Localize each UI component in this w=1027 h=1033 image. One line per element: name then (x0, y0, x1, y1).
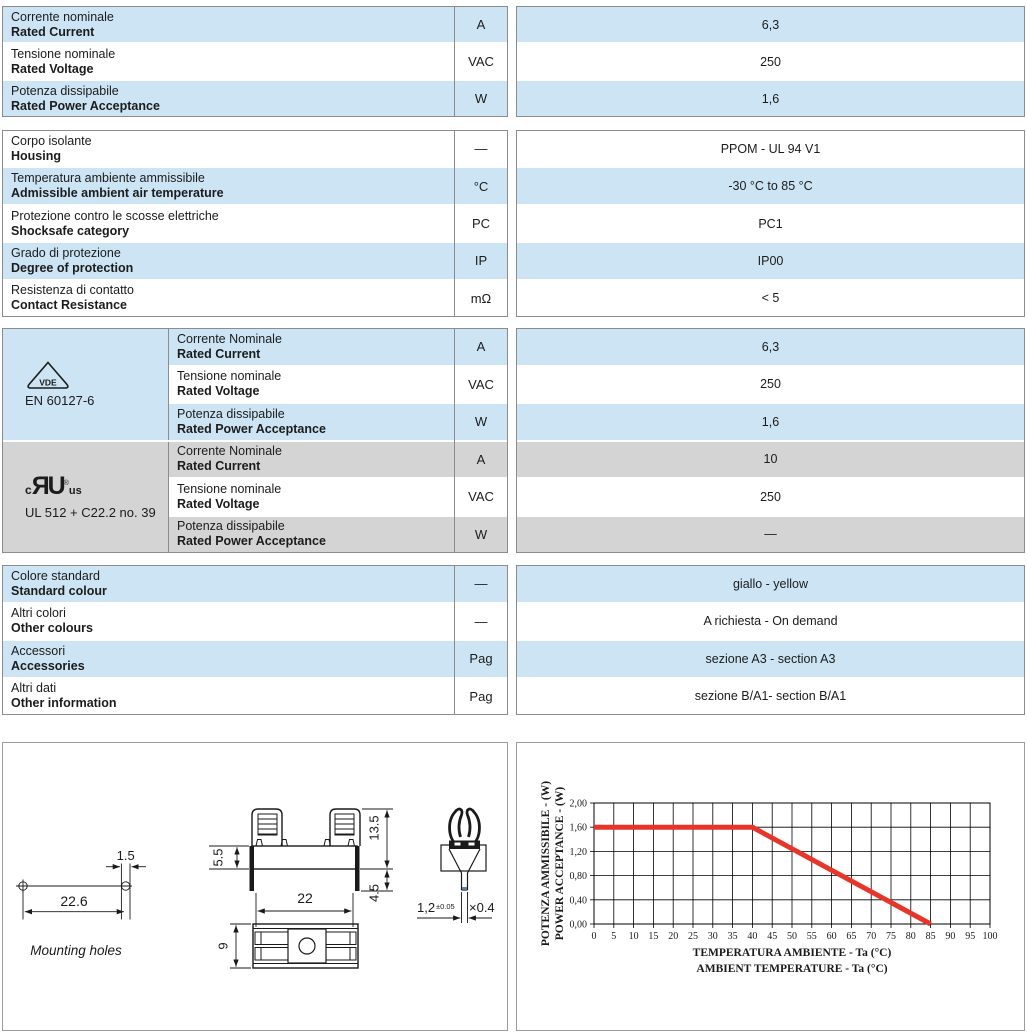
table-row (3, 641, 507, 677)
label-english: Degree of protection (11, 260, 134, 275)
ul-logo-mark: ЯU (31, 472, 64, 501)
x-tick-label: 75 (886, 931, 896, 942)
table-row (169, 367, 507, 403)
value-cell: sezione A3 - section A3 (517, 641, 1024, 677)
label-english: Other information (11, 696, 117, 711)
mounting-holes-drawing (16, 864, 146, 920)
x-tick-label: 25 (688, 931, 698, 942)
x-tick-label: 80 (905, 931, 916, 942)
label-english: Rated Voltage (11, 61, 94, 76)
row-label (3, 44, 455, 79)
x-tick-label: 15 (648, 931, 659, 942)
table-row (3, 243, 507, 278)
table-row (3, 679, 507, 715)
derating-chart (517, 743, 1024, 1030)
technical-drawing (3, 743, 507, 1030)
x-tick-label: 5 (611, 931, 617, 942)
y-tick-label: 2,00 (569, 798, 587, 810)
unit-cell: IP (474, 253, 488, 269)
label-italian: Corrente Nominale (177, 444, 282, 459)
row-label (3, 604, 455, 640)
unit-cell: VAC (468, 54, 494, 69)
mounting-holes-caption: Mounting holes (30, 943, 122, 958)
row-label (3, 641, 455, 677)
unit-cell: VAC (468, 376, 494, 392)
label-english: Rated Current (177, 459, 261, 474)
ul-logo-us: us (68, 485, 82, 498)
unit-cell: Pag (469, 651, 493, 667)
label-italian: Resistenza di contatto (11, 283, 134, 298)
label-italian: Corrente Nominale (177, 331, 282, 346)
table-row (169, 479, 507, 515)
derating-chart-panel (516, 742, 1025, 1031)
unit-cell: Pag (469, 688, 493, 704)
cul-us-logo-icon (25, 473, 168, 502)
unit-cell: mΩ (470, 290, 492, 306)
approvals-table-labels (2, 328, 508, 553)
unit-cell: A (476, 339, 486, 355)
vde-logo-text: VDE (39, 377, 57, 388)
x-axis-title: TEMPERATURA AMBIENTE - Ta (°C) (692, 947, 892, 959)
row-label (169, 329, 455, 365)
unit-cell: W (474, 414, 488, 430)
fuseholder-side-view (209, 809, 393, 927)
label-italian: Accessori (11, 643, 66, 658)
unit-cell: PC (471, 216, 491, 232)
row-label (3, 168, 455, 203)
label-english: Rated Current (11, 24, 95, 39)
value-cell: 250 (517, 44, 1024, 79)
x-tick-label: 0 (591, 931, 597, 942)
dim-hole-pitch: 22.6 (60, 893, 88, 909)
value-cell: 1,6 (517, 404, 1024, 440)
value-cell: PC1 (517, 206, 1024, 241)
x-tick-label: 10 (628, 931, 639, 942)
table-row (169, 329, 507, 365)
table-row (3, 131, 507, 166)
label-english: Rated Voltage (177, 384, 260, 399)
x-tick-label: 35 (727, 931, 738, 942)
x-tick-label: 85 (925, 931, 936, 942)
standard-reference: UL 512 + C22.2 no. 39 (25, 505, 156, 521)
column-divider (454, 566, 455, 714)
table-row (169, 442, 507, 478)
value-cell: IP00 (517, 243, 1024, 278)
label-italian: Temperatura ambiente ammissibile (11, 171, 205, 186)
label-italian: Potenza dissipabile (177, 406, 285, 421)
x-tick-label: 60 (826, 931, 837, 942)
general-table-values (516, 130, 1025, 317)
x-tick-label: 45 (767, 931, 778, 942)
dim-body-depth: 9 (215, 942, 231, 950)
label-english: Rated Current (177, 346, 261, 361)
label-english: Rated Power Acceptance (177, 534, 326, 549)
x-tick-label: 65 (846, 931, 857, 942)
label-english: Admissible ambient air temperature (11, 186, 224, 201)
value-cell: -30 °C to 85 °C (517, 168, 1024, 203)
unit-cell: — (474, 576, 488, 592)
y-tick-label: 0,00 (569, 919, 587, 931)
label-italian: Grado di protezione (11, 245, 121, 260)
unit-cell: — (474, 141, 488, 157)
dim-body-height: 5.5 (210, 848, 226, 867)
value-cell: 10 (517, 442, 1024, 478)
x-tick-label: 20 (668, 931, 679, 942)
y-axis-title: POWER ACCEPTANCE - (W) (554, 786, 566, 941)
label-italian: Corpo isolante (11, 133, 92, 148)
approvals-table-values (516, 328, 1025, 553)
table-row (3, 7, 507, 42)
column-divider (454, 7, 455, 116)
unit-cell: W (474, 91, 488, 106)
technical-drawing-panel (2, 742, 508, 1031)
label-italian: Tensione nominale (177, 369, 282, 384)
label-italian: Altri colori (11, 606, 66, 621)
value-cell: 1,6 (517, 81, 1024, 116)
x-tick-label: 90 (945, 931, 956, 942)
column-divider (454, 329, 455, 552)
ul-approval-cell (3, 442, 169, 553)
table-row (3, 168, 507, 203)
ratings-table-labels (2, 6, 508, 117)
unit-cell: A (476, 17, 486, 32)
table-row (3, 44, 507, 79)
dim-body-width: 22 (297, 890, 313, 906)
x-axis-title: AMBIENT TEMPERATURE - Ta (°C) (696, 963, 888, 975)
row-label (169, 517, 455, 553)
dim-contact-tolerance: ±0.05 (436, 902, 455, 911)
table-row (3, 566, 507, 602)
unit-cell: — (474, 613, 488, 629)
fuseholder-bottom-view (230, 924, 358, 968)
dim-hole-diameter: 1.5 (116, 848, 135, 863)
standard-reference: EN 60127-6 (25, 393, 95, 409)
unit-cell: A (476, 451, 486, 467)
value-cell: 250 (517, 479, 1024, 515)
dim-contact-thickness: ×0.4 (469, 900, 495, 915)
approval-rows (169, 442, 507, 553)
row-label (3, 7, 455, 42)
table-row (169, 404, 507, 440)
info-table-values (516, 565, 1025, 715)
label-english: Standard colour (11, 583, 107, 598)
table-row (3, 81, 507, 116)
row-label (169, 442, 455, 478)
x-tick-label: 95 (965, 931, 976, 942)
x-tick-label: 50 (787, 931, 797, 942)
table-row (169, 517, 507, 553)
column-divider (454, 131, 455, 316)
table-row (3, 604, 507, 640)
row-label (169, 367, 455, 403)
label-english: Rated Voltage (177, 496, 260, 511)
row-label (3, 131, 455, 166)
y-tick-label: 0,80 (569, 871, 587, 883)
dim-pin-length: 4.5 (366, 883, 382, 903)
value-cell: sezione B/A1- section B/A1 (517, 679, 1024, 715)
value-cell: < 5 (517, 281, 1024, 316)
y-axis-title: POTENZA AMMISSIBILE - (W) (540, 780, 552, 947)
label-italian: Corrente nominale (11, 9, 114, 24)
x-tick-label: 30 (707, 931, 718, 942)
x-tick-label: 40 (747, 931, 758, 942)
vde-approval-cell (3, 329, 169, 440)
general-table-labels (2, 130, 508, 317)
info-table-labels (2, 565, 508, 715)
unit-cell: VAC (468, 489, 494, 505)
x-tick-label: 70 (866, 931, 877, 942)
label-english: Accessories (11, 658, 85, 673)
label-english: Contact Resistance (11, 298, 128, 313)
label-italian: Potenza dissipabile (177, 519, 285, 534)
row-label (169, 404, 455, 440)
dim-contact-width: 1,2 (417, 900, 436, 915)
row-label (3, 206, 455, 241)
row-label (3, 281, 455, 316)
row-label (169, 479, 455, 515)
unit-cell: W (474, 526, 488, 542)
approval-rows (169, 329, 507, 440)
label-italian: Altri dati (11, 681, 57, 696)
label-italian: Colore standard (11, 568, 100, 583)
unit-cell: °C (473, 178, 489, 194)
y-tick-label: 1,60 (569, 822, 587, 834)
value-cell: A richiesta - On demand (517, 604, 1024, 640)
dim-overall-height: 13.5 (366, 815, 382, 841)
label-english: Rated Power Acceptance (11, 98, 160, 113)
value-cell: — (517, 517, 1024, 553)
label-english: Housing (11, 148, 61, 163)
label-english: Other colours (11, 621, 93, 636)
label-italian: Tensione nominale (11, 46, 116, 61)
vde-logo-icon (25, 360, 71, 390)
y-tick-label: 1,20 (569, 846, 587, 858)
y-tick-label: 0,40 (569, 895, 587, 907)
row-label (3, 243, 455, 278)
ul-logo-c: c (25, 483, 32, 498)
value-cell: 250 (517, 367, 1024, 403)
row-label (3, 566, 455, 602)
table-row (3, 281, 507, 316)
x-tick-label: 100 (982, 931, 998, 942)
ratings-table-values (516, 6, 1025, 117)
label-italian: Protezione contro le scosse elettriche (11, 208, 219, 223)
value-cell: PPOM - UL 94 V1 (517, 131, 1024, 166)
x-tick-label: 55 (806, 931, 817, 942)
label-italian: Potenza dissipabile (11, 83, 119, 98)
value-cell: 6,3 (517, 7, 1024, 42)
table-row (3, 206, 507, 241)
registered-mark-icon: ® (63, 480, 69, 488)
label-english: Rated Power Acceptance (177, 421, 326, 436)
value-cell: 6,3 (517, 329, 1024, 365)
value-cell: giallo - yellow (517, 566, 1024, 602)
vde-approval-group (3, 329, 507, 440)
label-italian: Tensione nominale (177, 481, 282, 496)
label-english: Shocksafe category (11, 223, 130, 238)
row-label (3, 81, 455, 116)
row-label (3, 679, 455, 715)
ul-approval-group (3, 442, 507, 553)
